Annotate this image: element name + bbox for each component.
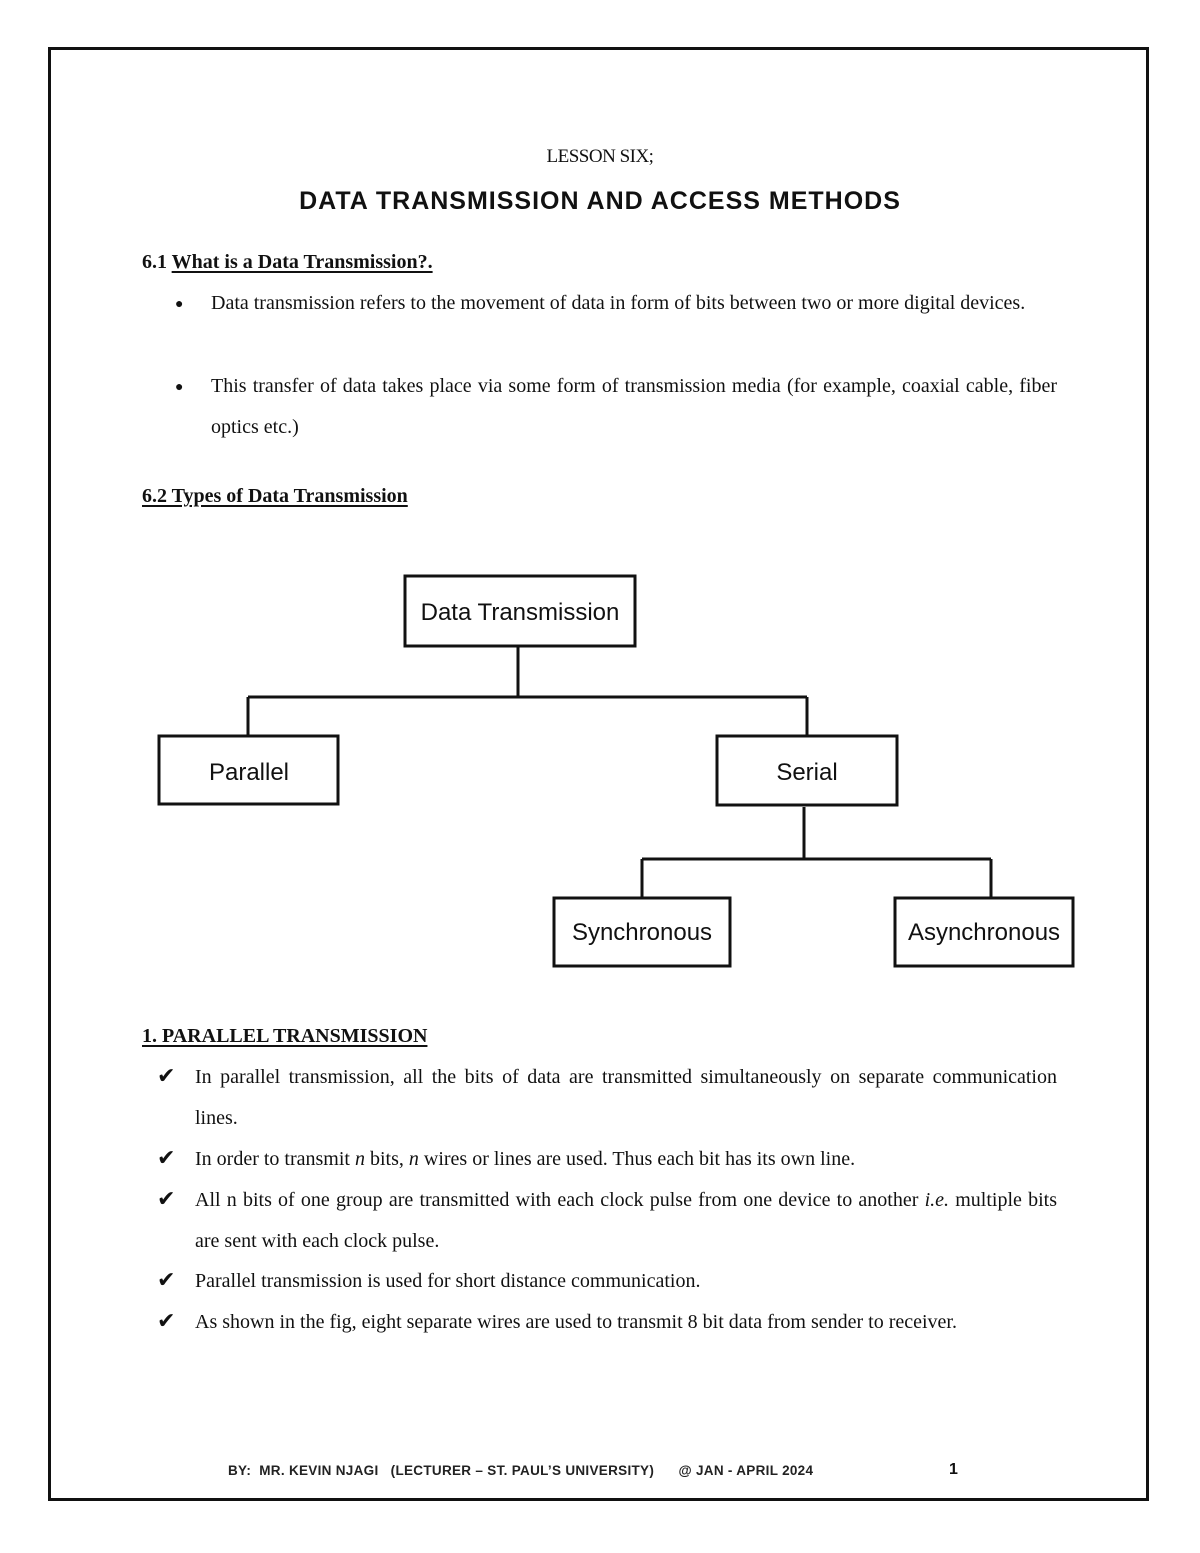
section-6-1-bullet: This transfer of data takes place via some form of transmission media (for example, coaxial cable, fiber optics etc.) — [211, 375, 1057, 438]
section-6-2-title: 6.2 Types of Data Transmission — [142, 485, 408, 507]
section-6-1-bullet: Data transmission refers to the movement of data in form of bits between two or more digital devices. — [211, 292, 1026, 314]
node-serial: Serial — [776, 759, 838, 786]
section-6-1-title: What is a Data Transmission?. — [171, 251, 433, 273]
node-synchronous: Synchronous — [571, 919, 713, 946]
parallel-heading — [142, 1025, 427, 1048]
parallel-item: In parallel transmission, all the bits of data are transmitted simultaneously on separate communication lines. — [195, 1066, 1057, 1129]
node-root: Data Transmission — [420, 599, 620, 626]
bullet-icon: ● — [175, 380, 184, 395]
section-6-1-number: 6.1 — [142, 251, 167, 273]
checkmark-icon: ✔ — [157, 1187, 176, 1212]
item-text: multiple bits are sent with each clock pulse. — [195, 1189, 1058, 1252]
section-6-1-heading — [142, 251, 433, 274]
lesson-label: LESSON SIX; — [546, 146, 654, 167]
parallel-item: As shown in the fig, eight separate wires are used to transmit 8 bit data from sender to receiver. — [195, 1311, 957, 1333]
section-6-2-heading — [142, 485, 408, 508]
checkmark-icon: ✔ — [157, 1309, 176, 1334]
parallel-item — [195, 1180, 1057, 1262]
item-variable: n — [408, 1148, 419, 1170]
checkmark-icon: ✔ — [157, 1268, 176, 1293]
item-variable: i.e. — [924, 1189, 950, 1211]
footer-text: BY: MR. KEVIN NJAGI (LECTURER – ST. PAUL’S UNIVERSITY) @ JAN - APRIL 2024 — [228, 1463, 814, 1478]
page-title: DATA TRANSMISSION AND ACCESS METHODS — [299, 187, 901, 215]
item-text: wires or lines are used. Thus each bit has its own line. — [418, 1148, 856, 1170]
checkmark-icon: ✔ — [157, 1064, 176, 1089]
page-number: 1 — [949, 1461, 958, 1478]
bullet-icon: ● — [175, 297, 184, 312]
item-variable: n — [354, 1148, 365, 1170]
item-text: bits, — [364, 1148, 409, 1170]
node-parallel: Parallel — [208, 759, 290, 786]
item-text: All n bits of one group are transmitted with each clock pulse from one device to another — [195, 1189, 925, 1211]
node-asynchronous: Asynchronous — [907, 919, 1061, 946]
parallel-item — [195, 1139, 1057, 1180]
parallel-heading-text: 1. PARALLEL TRANSMISSION — [142, 1025, 428, 1047]
checkmark-icon: ✔ — [157, 1146, 176, 1171]
data-transmission-diagram — [150, 568, 1080, 973]
item-text: In order to transmit — [195, 1148, 355, 1170]
parallel-item: Parallel transmission is used for short distance communication. — [195, 1270, 701, 1292]
